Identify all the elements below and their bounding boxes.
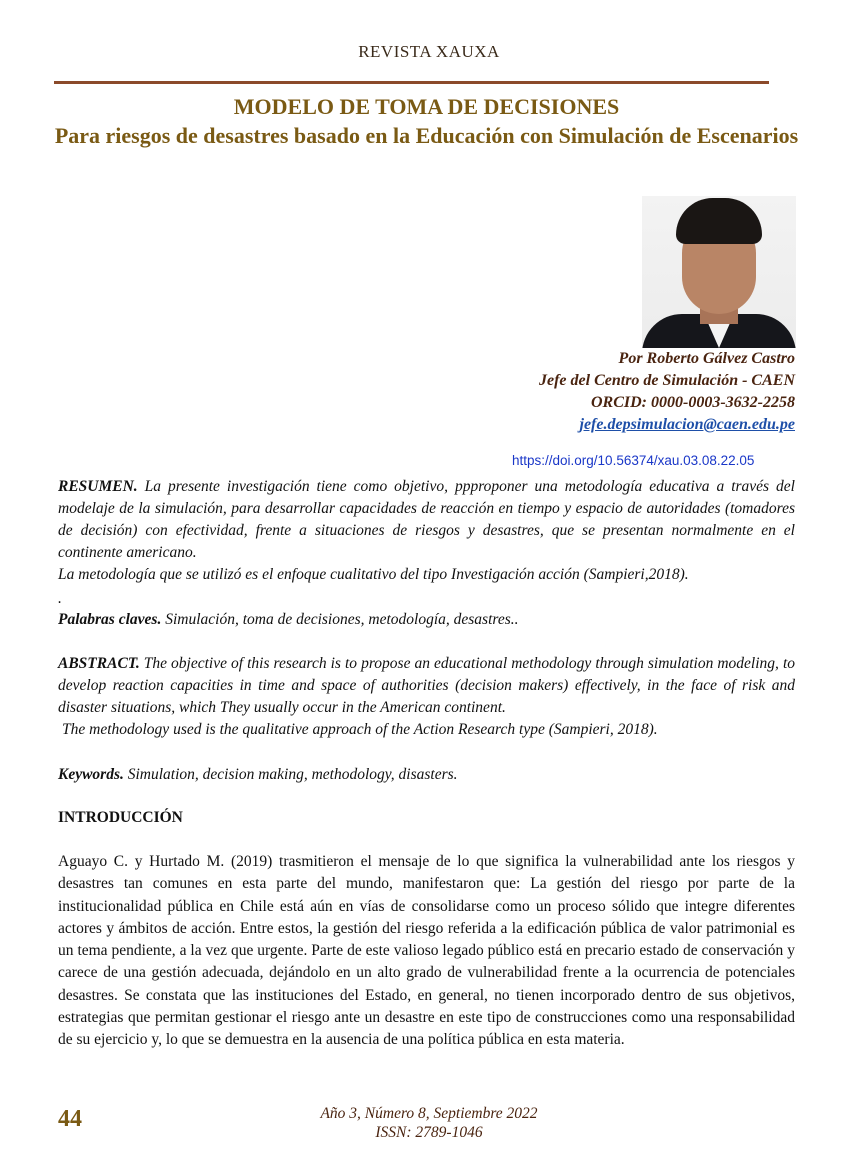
resumen-dot: .: [58, 590, 62, 607]
author-orcid: ORCID: 0000-0003-3632-2258: [591, 394, 795, 411]
palabras-text: Simulación, toma de decisiones, metodología, desastres..: [161, 611, 519, 628]
header-rule: [54, 81, 769, 84]
keywords-text: Simulation, decision making, methodology, disasters.: [123, 766, 458, 783]
title-subtitle: Para riesgos de desastres basado en la Educación con Simulación de Escenarios: [54, 123, 799, 148]
palabras-label: Palabras claves.: [58, 611, 162, 628]
section-heading-introduccion: INTRODUCCIÓN: [58, 809, 183, 826]
page-number: 44: [58, 1106, 82, 1132]
abstract-paragraph: [58, 653, 795, 719]
abstract-method: The methodology used is the qualitative approach of the Action Research type (Sampieri, 2018).: [62, 721, 658, 738]
article-title: [40, 92, 813, 150]
resumen-paragraph: [58, 476, 795, 564]
footer-issn: ISSN: 2789-1046: [375, 1124, 483, 1141]
author-name: Por Roberto Gálvez Castro: [618, 350, 795, 367]
author-email-link[interactable]: jefe.depsimulacion@caen.edu.pe: [579, 416, 795, 433]
keywords: [58, 764, 795, 786]
abstract-label: ABSTRACT.: [58, 655, 140, 672]
abstract-text: The objective of this research is to propose an educational methodology through simulation modeling, to develop reaction capacities in time and space of authorities (decision makers) effectively, in the face of risk and disaster situations, which They usually occur in the American continent.: [58, 655, 795, 716]
doi-link[interactable]: https://doi.org/10.56374/xau.03.08.22.05: [512, 453, 755, 468]
author-photo: [642, 196, 796, 348]
keywords-label: Keywords.: [58, 766, 124, 783]
title-main: MODELO DE TOMA DE DECISIONES: [233, 94, 620, 119]
author-position: Jefe del Centro de Simulación - CAEN: [539, 372, 795, 389]
footer: [0, 1104, 858, 1142]
author-block: [539, 348, 795, 436]
footer-issue: Año 3, Número 8, Septiembre 2022: [320, 1105, 538, 1122]
resumen-text: La presente investigación tiene como objetivo, ppproponer una metodología educativa a través del modelaje de la simulación, para desarrollar capacidades de reacción en tiempo y espacio de autoridades (tomadores de decisión) con efectividad, frente a situaciones de riesgos y desastres, que se presentan normalmente en el continente americano.: [58, 478, 795, 561]
journal-name: REVISTA XAUXA: [358, 42, 500, 61]
introduccion-body: Aguayo C. y Hurtado M. (2019) trasmitieron el mensaje de lo que significa la vulnerabilidad ante los riesgos y desastres tan comunes en esta parte del mundo, manifestaron que: La gestión del riesgo por parte de la institucionalidad pública en Chile está aún en vías de consolidarse como un proceso sólido que integre diferentes actores y ámbitos de acción. Entre estos, la gestión del riesgo referida a la edificación pública de valor patrimonial es un tema pendiente, a la vez que urgente. Parte de este valioso legado público está en precario estado de conservación y carece de una gestión adecuada, dejándolo en un alto grado de vulnerabilidad frente a la ocurrencia de potenciales desastres. Se constata que las instituciones del Estado, en general, no tienen incorporado dentro de sus objetivos, estrategias que permitan gestionar el riesgo ante un desastre en este tipo de construcciones como una responsabilidad de su ejercicio y, lo que se demuestra en la ausencia de una política pública en esta materia.: [58, 853, 795, 1049]
resumen-label: RESUMEN.: [58, 478, 138, 495]
palabras-claves: [58, 609, 795, 631]
resumen-method: La metodología que se utilizó es el enfoque cualitativo del tipo Investigación acción (Sampieri,2018).: [58, 566, 689, 583]
